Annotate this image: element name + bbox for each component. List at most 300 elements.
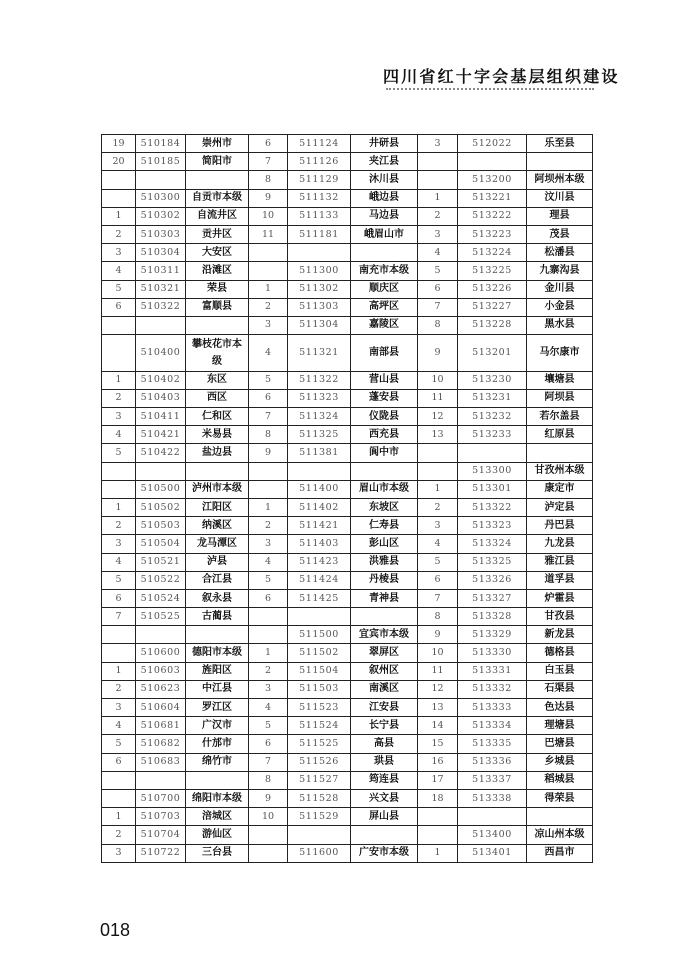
seq-cell: 4 (102, 262, 136, 280)
seq-cell (418, 153, 458, 171)
seq-cell: 8 (249, 771, 288, 789)
code-cell (458, 808, 527, 826)
seq-cell: 5 (249, 717, 288, 735)
code-cell: 510304 (136, 244, 186, 262)
code-cell: 510524 (136, 589, 186, 607)
name-cell (186, 462, 249, 480)
seq-cell: 3 (102, 408, 136, 426)
table-row (102, 717, 593, 735)
seq-cell: 2 (102, 517, 136, 535)
name-cell: 什邡市 (186, 735, 249, 753)
code-cell (136, 316, 186, 334)
name-cell: 得荣县 (527, 789, 593, 807)
name-cell: 嘉陵区 (351, 316, 418, 334)
code-cell: 511421 (288, 517, 351, 535)
name-cell: 稻城县 (527, 771, 593, 789)
seq-cell: 17 (418, 771, 458, 789)
code-cell: 513200 (458, 171, 527, 189)
seq-cell (102, 480, 136, 498)
name-cell (527, 444, 593, 462)
name-cell: 仁寿县 (351, 517, 418, 535)
seq-cell: 14 (418, 717, 458, 735)
seq-cell: 6 (418, 280, 458, 298)
seq-cell: 8 (418, 608, 458, 626)
code-cell: 510502 (136, 498, 186, 516)
code-cell: 513300 (458, 462, 527, 480)
table-row (102, 316, 593, 334)
seq-cell: 9 (418, 626, 458, 644)
table-row (102, 462, 593, 480)
code-cell: 511304 (288, 316, 351, 334)
name-cell: 马边县 (351, 207, 418, 225)
name-cell: 沐川县 (351, 171, 418, 189)
name-cell: 游仙区 (186, 826, 249, 844)
code-cell: 511381 (288, 444, 351, 462)
seq-cell: 3 (102, 844, 136, 862)
code-cell: 511502 (288, 644, 351, 662)
name-cell: 松潘县 (527, 244, 593, 262)
name-cell: 叙州区 (351, 662, 418, 680)
seq-cell: 7 (249, 153, 288, 171)
seq-cell (249, 462, 288, 480)
name-cell: 三台县 (186, 844, 249, 862)
name-cell: 丹巴县 (527, 517, 593, 535)
name-cell: 若尔盖县 (527, 408, 593, 426)
seq-cell: 7 (418, 589, 458, 607)
name-cell (186, 626, 249, 644)
seq-cell: 13 (418, 426, 458, 444)
code-cell (136, 626, 186, 644)
table-row (102, 535, 593, 553)
name-cell: 理县 (527, 207, 593, 225)
seq-cell (102, 316, 136, 334)
name-cell (527, 153, 593, 171)
table-row (102, 789, 593, 807)
seq-cell: 13 (418, 699, 458, 717)
code-cell: 510525 (136, 608, 186, 626)
code-cell: 510303 (136, 225, 186, 243)
name-cell: 南溪区 (351, 680, 418, 698)
code-cell: 511504 (288, 662, 351, 680)
table-row (102, 517, 593, 535)
division-code-table (101, 134, 593, 863)
seq-cell (102, 171, 136, 189)
name-cell: 西区 (186, 389, 249, 407)
code-cell: 513333 (458, 699, 527, 717)
name-cell: 南部县 (351, 335, 418, 372)
seq-cell: 5 (249, 571, 288, 589)
name-cell: 金川县 (527, 280, 593, 298)
seq-cell (102, 335, 136, 372)
code-cell: 513201 (458, 335, 527, 372)
code-cell: 510411 (136, 408, 186, 426)
code-cell: 511322 (288, 371, 351, 389)
seq-cell: 3 (249, 680, 288, 698)
code-cell: 511524 (288, 717, 351, 735)
name-cell: 洪雅县 (351, 553, 418, 571)
table-row (102, 844, 593, 862)
name-cell: 大安区 (186, 244, 249, 262)
code-cell: 511124 (288, 135, 351, 153)
table-row (102, 553, 593, 571)
code-cell: 513338 (458, 789, 527, 807)
code-cell: 510403 (136, 389, 186, 407)
code-cell: 513331 (458, 662, 527, 680)
code-cell: 511424 (288, 571, 351, 589)
code-cell: 511400 (288, 480, 351, 498)
table-row (102, 135, 593, 153)
name-cell: 道孚县 (527, 571, 593, 589)
seq-cell: 20 (102, 153, 136, 171)
seq-cell: 4 (418, 244, 458, 262)
code-cell: 510185 (136, 153, 186, 171)
code-cell (288, 608, 351, 626)
code-cell: 510600 (136, 644, 186, 662)
code-cell: 510302 (136, 207, 186, 225)
table-row (102, 389, 593, 407)
name-cell: 马尔康市 (527, 335, 593, 372)
code-cell: 511402 (288, 498, 351, 516)
name-cell: 叙永县 (186, 589, 249, 607)
code-cell: 511503 (288, 680, 351, 698)
code-cell: 511526 (288, 753, 351, 771)
code-cell: 511600 (288, 844, 351, 862)
name-cell: 井研县 (351, 135, 418, 153)
table-row (102, 589, 593, 607)
code-cell: 510521 (136, 553, 186, 571)
seq-cell: 11 (418, 662, 458, 680)
name-cell: 自贡市本级 (186, 189, 249, 207)
code-cell: 510681 (136, 717, 186, 735)
name-cell: 西充县 (351, 426, 418, 444)
table-row (102, 644, 593, 662)
seq-cell (249, 626, 288, 644)
name-cell (351, 608, 418, 626)
seq-cell (102, 626, 136, 644)
name-cell: 彭山区 (351, 535, 418, 553)
seq-cell: 7 (418, 298, 458, 316)
seq-cell: 6 (102, 753, 136, 771)
name-cell: 炉霍县 (527, 589, 593, 607)
code-cell: 513228 (458, 316, 527, 334)
code-cell: 511129 (288, 171, 351, 189)
code-cell: 510504 (136, 535, 186, 553)
name-cell: 西昌市 (527, 844, 593, 862)
code-cell: 510402 (136, 371, 186, 389)
seq-cell (102, 789, 136, 807)
code-cell: 513326 (458, 571, 527, 589)
table-row (102, 771, 593, 789)
table-row (102, 444, 593, 462)
code-cell: 510300 (136, 189, 186, 207)
seq-cell: 3 (249, 316, 288, 334)
table-row (102, 280, 593, 298)
code-cell: 511528 (288, 789, 351, 807)
table-row (102, 808, 593, 826)
seq-cell: 3 (418, 517, 458, 535)
seq-cell: 8 (249, 426, 288, 444)
name-cell: 乡城县 (527, 753, 593, 771)
code-cell: 513225 (458, 262, 527, 280)
code-cell: 513223 (458, 225, 527, 243)
seq-cell: 3 (102, 244, 136, 262)
seq-cell: 3 (102, 535, 136, 553)
name-cell: 泸县 (186, 553, 249, 571)
code-cell: 511325 (288, 426, 351, 444)
name-cell: 泸定县 (527, 498, 593, 516)
seq-cell: 2 (102, 389, 136, 407)
code-cell: 511133 (288, 207, 351, 225)
code-cell: 513334 (458, 717, 527, 735)
name-cell: 盐边县 (186, 444, 249, 462)
name-cell (186, 171, 249, 189)
name-cell: 阆中市 (351, 444, 418, 462)
table-row (102, 626, 593, 644)
code-cell: 510703 (136, 808, 186, 826)
name-cell (527, 808, 593, 826)
name-cell: 自流井区 (186, 207, 249, 225)
seq-cell: 3 (418, 225, 458, 243)
seq-cell: 1 (102, 662, 136, 680)
name-cell: 纳溪区 (186, 517, 249, 535)
code-cell (136, 171, 186, 189)
seq-cell (418, 444, 458, 462)
code-cell: 510321 (136, 280, 186, 298)
seq-cell: 12 (418, 408, 458, 426)
seq-cell: 6 (249, 135, 288, 153)
name-cell: 凉山州本级 (527, 826, 593, 844)
name-cell: 绵竹市 (186, 753, 249, 771)
name-cell: 筠连县 (351, 771, 418, 789)
name-cell: 荣县 (186, 280, 249, 298)
seq-cell: 3 (102, 699, 136, 717)
code-cell: 510422 (136, 444, 186, 462)
table-row (102, 262, 593, 280)
seq-cell: 11 (418, 389, 458, 407)
code-cell (136, 771, 186, 789)
code-cell: 513232 (458, 408, 527, 426)
name-cell: 峨边县 (351, 189, 418, 207)
code-cell: 511500 (288, 626, 351, 644)
name-cell: 康定市 (527, 480, 593, 498)
name-cell: 色达县 (527, 699, 593, 717)
table-row (102, 153, 593, 171)
seq-cell: 2 (418, 498, 458, 516)
code-cell: 513230 (458, 371, 527, 389)
seq-cell: 7 (102, 608, 136, 626)
name-cell: 丹棱县 (351, 571, 418, 589)
table-row (102, 699, 593, 717)
seq-cell (102, 189, 136, 207)
seq-cell: 9 (249, 789, 288, 807)
name-cell: 泸州市本级 (186, 480, 249, 498)
table-row (102, 244, 593, 262)
code-cell: 510311 (136, 262, 186, 280)
table-row (102, 371, 593, 389)
name-cell: 宜宾市本级 (351, 626, 418, 644)
seq-cell (249, 480, 288, 498)
code-cell: 513227 (458, 298, 527, 316)
seq-cell: 2 (102, 680, 136, 698)
seq-cell: 1 (249, 644, 288, 662)
seq-cell (249, 262, 288, 280)
seq-cell (249, 244, 288, 262)
code-cell: 511525 (288, 735, 351, 753)
seq-cell (418, 171, 458, 189)
table-row (102, 571, 593, 589)
code-cell: 510683 (136, 753, 186, 771)
seq-cell: 1 (249, 498, 288, 516)
name-cell: 沿滩区 (186, 262, 249, 280)
table-row (102, 171, 593, 189)
name-cell: 茂县 (527, 225, 593, 243)
name-cell: 屏山县 (351, 808, 418, 826)
code-cell: 511126 (288, 153, 351, 171)
seq-cell (102, 644, 136, 662)
name-cell: 乐至县 (527, 135, 593, 153)
name-cell: 米易县 (186, 426, 249, 444)
name-cell: 九寨沟县 (527, 262, 593, 280)
name-cell: 雅江县 (527, 553, 593, 571)
code-cell: 513221 (458, 189, 527, 207)
name-cell: 江安县 (351, 699, 418, 717)
code-cell: 510604 (136, 699, 186, 717)
name-cell: 德阳市本级 (186, 644, 249, 662)
name-cell: 阿坝州本级 (527, 171, 593, 189)
code-cell (458, 153, 527, 171)
seq-cell: 4 (418, 535, 458, 553)
table-row (102, 662, 593, 680)
code-cell: 512022 (458, 135, 527, 153)
seq-cell: 8 (418, 316, 458, 334)
code-cell: 513226 (458, 280, 527, 298)
name-cell: 新龙县 (527, 626, 593, 644)
name-cell: 蓬安县 (351, 389, 418, 407)
seq-cell: 5 (418, 553, 458, 571)
seq-cell: 19 (102, 135, 136, 153)
seq-cell: 7 (249, 753, 288, 771)
code-cell: 510603 (136, 662, 186, 680)
code-cell: 511529 (288, 808, 351, 826)
name-cell: 东坡区 (351, 498, 418, 516)
seq-cell: 6 (249, 735, 288, 753)
code-cell: 513222 (458, 207, 527, 225)
seq-cell: 5 (102, 444, 136, 462)
seq-cell: 1 (249, 280, 288, 298)
name-cell: 龙马潭区 (186, 535, 249, 553)
seq-cell: 4 (102, 717, 136, 735)
code-cell: 511425 (288, 589, 351, 607)
code-cell: 513337 (458, 771, 527, 789)
name-cell: 珙县 (351, 753, 418, 771)
code-cell: 513301 (458, 480, 527, 498)
code-cell: 513323 (458, 517, 527, 535)
name-cell: 长宁县 (351, 717, 418, 735)
code-cell: 513330 (458, 644, 527, 662)
name-cell: 峨眉山市 (351, 225, 418, 243)
code-cell: 510500 (136, 480, 186, 498)
code-cell: 511324 (288, 408, 351, 426)
table-row (102, 225, 593, 243)
name-cell (351, 244, 418, 262)
name-cell: 营山县 (351, 371, 418, 389)
seq-cell: 4 (102, 553, 136, 571)
seq-cell: 4 (102, 426, 136, 444)
seq-cell: 3 (418, 135, 458, 153)
name-cell: 翠屏区 (351, 644, 418, 662)
seq-cell: 9 (249, 444, 288, 462)
code-cell: 511403 (288, 535, 351, 553)
seq-cell: 6 (418, 571, 458, 589)
code-cell: 511423 (288, 553, 351, 571)
code-cell: 513324 (458, 535, 527, 553)
name-cell: 崇州市 (186, 135, 249, 153)
code-cell (288, 462, 351, 480)
name-cell (351, 826, 418, 844)
name-cell: 中江县 (186, 680, 249, 698)
seq-cell: 1 (102, 498, 136, 516)
seq-cell: 16 (418, 753, 458, 771)
code-cell: 513329 (458, 626, 527, 644)
document-header-title: 四川省红十字会基层组织建设 (383, 67, 620, 86)
code-cell: 513231 (458, 389, 527, 407)
code-cell: 510522 (136, 571, 186, 589)
table-row (102, 735, 593, 753)
seq-cell: 8 (249, 171, 288, 189)
code-cell: 510623 (136, 680, 186, 698)
seq-cell: 6 (249, 389, 288, 407)
seq-cell: 9 (249, 189, 288, 207)
seq-cell: 5 (102, 735, 136, 753)
table-row (102, 826, 593, 844)
seq-cell: 5 (249, 371, 288, 389)
name-cell: 涪城区 (186, 808, 249, 826)
seq-cell: 12 (418, 680, 458, 698)
name-cell: 仁和区 (186, 408, 249, 426)
table-row (102, 498, 593, 516)
code-cell: 513327 (458, 589, 527, 607)
seq-cell (249, 844, 288, 862)
code-cell: 510704 (136, 826, 186, 844)
table-row (102, 426, 593, 444)
code-cell: 513336 (458, 753, 527, 771)
name-cell: 广安市本级 (351, 844, 418, 862)
seq-cell: 1 (102, 207, 136, 225)
code-cell: 513328 (458, 608, 527, 626)
table-row (102, 480, 593, 498)
seq-cell: 5 (102, 280, 136, 298)
seq-cell: 2 (102, 826, 136, 844)
name-cell: 旌阳区 (186, 662, 249, 680)
seq-cell (418, 808, 458, 826)
code-cell: 513325 (458, 553, 527, 571)
seq-cell: 4 (249, 699, 288, 717)
name-cell: 简阳市 (186, 153, 249, 171)
name-cell (351, 462, 418, 480)
table-row (102, 298, 593, 316)
table-row (102, 189, 593, 207)
name-cell: 阿坝县 (527, 389, 593, 407)
seq-cell: 10 (418, 371, 458, 389)
seq-cell (418, 826, 458, 844)
seq-cell: 10 (418, 644, 458, 662)
seq-cell: 7 (249, 408, 288, 426)
seq-cell (418, 462, 458, 480)
code-cell: 511523 (288, 699, 351, 717)
code-cell: 511303 (288, 298, 351, 316)
name-cell: 高县 (351, 735, 418, 753)
seq-cell: 1 (418, 189, 458, 207)
